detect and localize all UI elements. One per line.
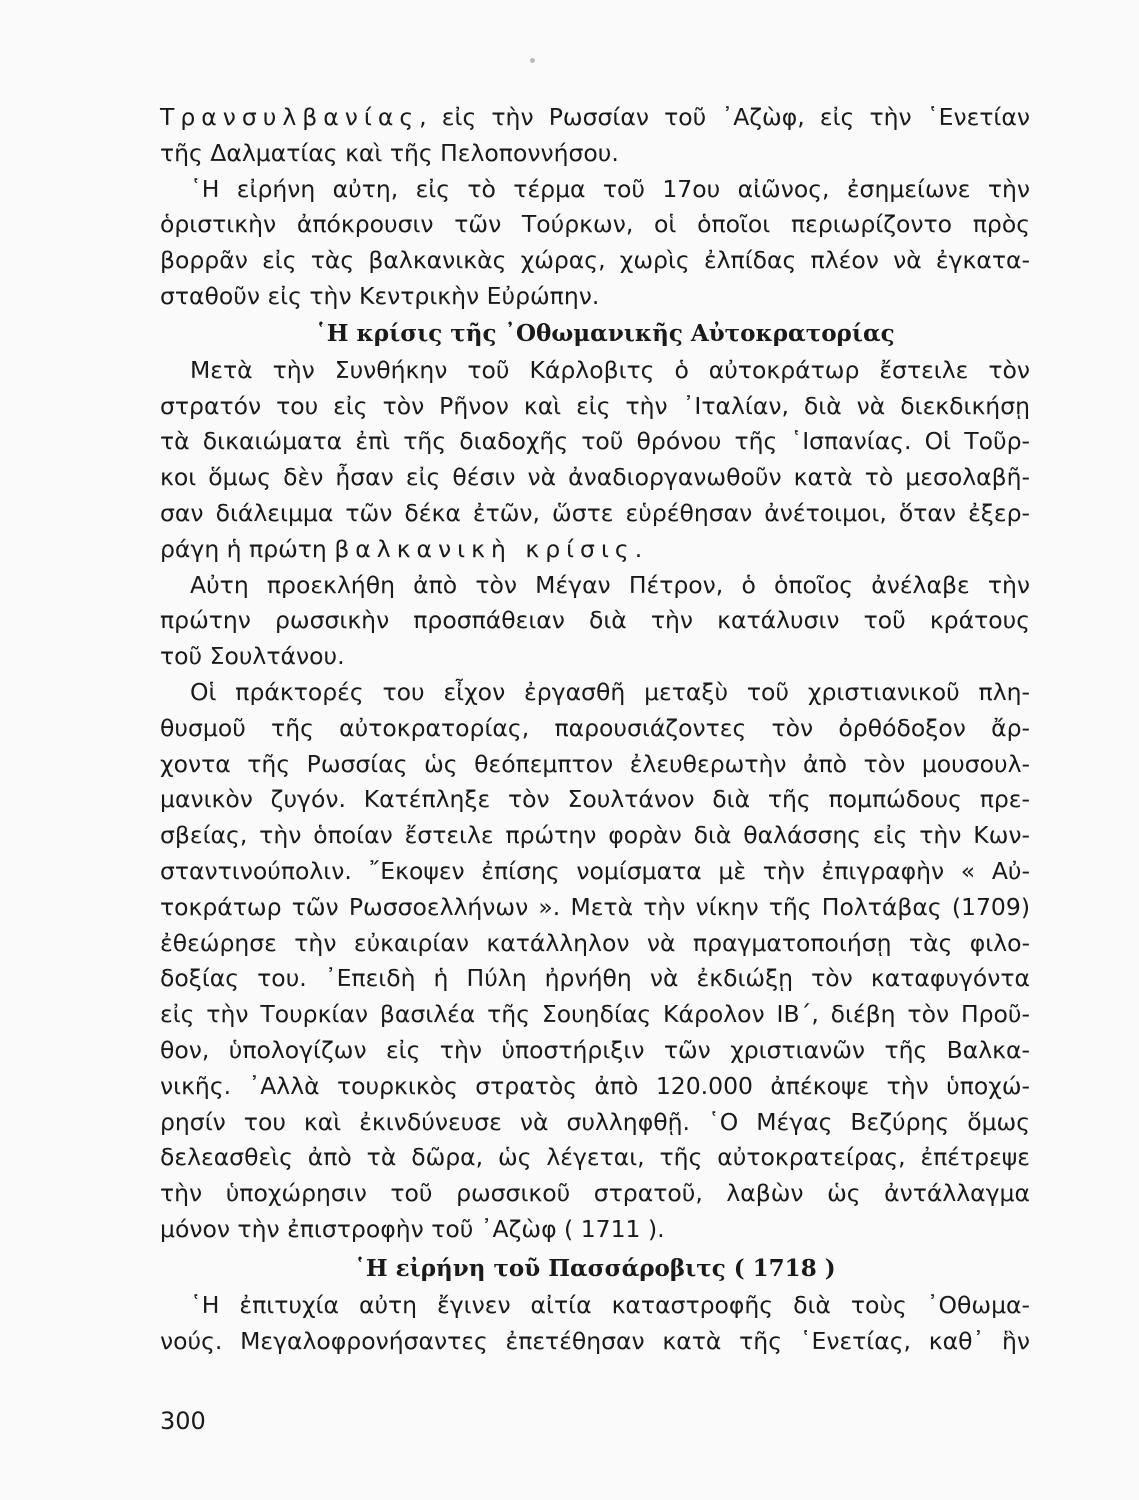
text-line: κοι ὅμως δὲν ἦσαν εἰς θέσιν νὰ ἀναδιοργανωθοῦν κατὰ τὸ μεσολαβῆ- — [160, 463, 1030, 492]
text-line: μόνον τὴν ἐπιστροφὴν τοῦ ᾿Αζὼφ ( 1711 ). — [160, 1214, 665, 1243]
text-line: νούς. Μεγαλοφρονήσαντες ἐπετέθησαν κατὰ τῆς ῾Ενετίας, καθ᾿ ἣν — [160, 1326, 1030, 1355]
page-body — [160, 100, 1030, 1359]
text-line: σταντινούπολιν. ῎Εκοψεν ἐπίσης νομίσματα μὲ τὴν ἐπιγραφὴν « Αὐ- — [160, 856, 1030, 885]
text-line: εἰς τὴν Τουρκίαν βασιλέα τῆς Σουηδίας Κάρολον ΙΒ΄, διέβη τὸν Προῦ- — [160, 1000, 1030, 1029]
text-line: τὴν ὑποχώρησιν τοῦ ρωσσικοῦ στρατοῦ, λαβὼν ὡς ἀντάλλαγμα — [160, 1179, 1030, 1208]
text-line: μανικὸν ζυγόν. Κατέπληξε τὸν Σουλτάνον διὰ τῆς πομπώδους πρε- — [160, 785, 1030, 814]
text-line: ῾Η εἰρήνη αὐτη, εἰς τὸ τέρμα τοῦ 17ου αἰῶνος, ἐσημείωνε τὴν — [190, 174, 1030, 203]
text-line: τοκράτωρ τῶν Ρωσσοελλήνων ». Μετὰ τὴν νίκην τῆς Πολτάβας (1709) — [160, 892, 1030, 921]
text-line: ράγη ἡ πρώτη βαλκανικὴ κρίσις. — [160, 534, 649, 563]
text-line: τὰ δικαιώματα ἐπὶ τῆς διαδοχῆς τοῦ θρόνου τῆς ῾Ισπανίας. Οἱ Τοῦρ- — [160, 427, 1030, 456]
text-line: θον, ὑπολογίζων εἰς τὴν ὑποστήριξιν τῶν χριστιανῶν τῆς Βαλκα- — [160, 1035, 1030, 1064]
page-number: 300 — [160, 1407, 206, 1435]
text-line: Οἱ πράκτορές του εἶχον ἐργασθῆ μεταξὺ τοῦ χριστιανικοῦ πλη- — [190, 677, 1030, 706]
text-line: χοντα τῆς Ρωσσίας ὡς θεόπεμπτον ἐλευθερωτὴν ἀπὸ τὸν μουσουλ- — [160, 749, 1030, 778]
text-line: δοξίας του. ᾿Επειδὴ ἡ Πύλη ἠρνήθη νὰ ἐκδιώξῃ τὸν καταφυγόντα — [160, 964, 1030, 993]
text-line: πρώτην ρωσσικὴν προσπάθειαν διὰ τὴν κατάλυσιν τοῦ κράτους — [160, 606, 1030, 635]
text-line: δελεασθεὶς ἀπὸ τὰ δῶρα, ὡς λέγεται, τῆς αὐτοκρατείρας, ἐπέτρεψε — [160, 1143, 1030, 1172]
text-line: στρατόν του εἰς τὸν Ρῆνον καὶ εἰς τὴν ᾿Ιταλίαν, διὰ νὰ διεκδικήσῃ — [160, 391, 1030, 420]
text-line: Αὐτη προεκλήθη ἀπὸ τὸν Μέγαν Πέτρον, ὁ ὁποῖος ἀνέλαβε τὴν — [190, 570, 1030, 599]
scan-speck — [530, 58, 535, 63]
text-line: σταθοῦν εἰς τὴν Κεντρικὴν Εὐρώπην. — [160, 281, 600, 310]
text-line: νικῆς. ᾿Αλλὰ τουρκικὸς στρατὸς ἀπὸ 120.000 ἀπέκοψε τὴν ὑποχώ- — [160, 1071, 1030, 1100]
text-line: ῾Η ἐπιτυχία αὐτη ἔγινεν αἰτία καταστροφῆς διὰ τοὺς ᾿Οθωμα- — [190, 1290, 1030, 1319]
section-heading: ῾Η εἰρήνη τοῦ Πασσάροβιτς ( 1718 ) — [354, 1254, 836, 1282]
text-line: τοῦ Σουλτάνου. — [160, 642, 345, 671]
spaced-word: Τρανσυλβανίας — [160, 103, 420, 131]
text-line: Τρανσυλβανίας, εἰς τὴν Ρωσσίαν τοῦ ᾿Αζὼφ, εἰς τὴν ῾Ενετίαν — [160, 103, 1030, 131]
spaced-word: βαλκανικὴ κρίσις. — [334, 534, 649, 563]
text-line: θυσμοῦ τῆς αὐτοκρατορίας, παρουσιάζοντες τὸν ὀρθόδοξον ἄρ- — [160, 713, 1030, 742]
text-line: τῆς Δαλματίας καὶ τῆς Πελοποννήσου. — [160, 138, 619, 167]
text-line: Μετὰ τὴν Συνθήκην τοῦ Κάρλοβιτς ὁ αὐτοκράτωρ ἔστειλε τὸν — [190, 355, 1030, 384]
text-line: βορρᾶν εἰς τὰς βαλκανικὰς χώρας, χωρὶς ἐλπίδας πλέον νὰ ἐγκατα- — [160, 246, 1030, 275]
section-heading: ῾Η κρίσις τῆς ᾿Οθωμανικῆς Αὐτοκρατορίας — [315, 319, 895, 347]
text-line: ρησίν του καὶ ἐκινδύνευσε νὰ συλληφθῇ. ῾Ο Μέγας Βεζύρης ὅμως — [160, 1107, 1030, 1136]
text-line: σβείας, τὴν ὁποίαν ἔστειλε πρώτην φορὰν διὰ θαλάσσης εἰς τὴν Κων- — [160, 821, 1030, 850]
text-line: ἐθεώρησε τὴν εὐκαιρίαν κατάλληλον νὰ πραγματοποιήσῃ τὰς φιλο- — [160, 928, 1030, 957]
text-line: ὁριστικὴν ἀπόκρουσιν τῶν Τούρκων, οἱ ὁποῖοι περιωρίζοντο πρὸς — [160, 210, 1030, 239]
text-line: σαν διάλειμμα τῶν δέκα ἐτῶν, ὥστε εὑρέθησαν ἀνέτοιμοι, ὅταν ἐξερ- — [160, 498, 1030, 527]
